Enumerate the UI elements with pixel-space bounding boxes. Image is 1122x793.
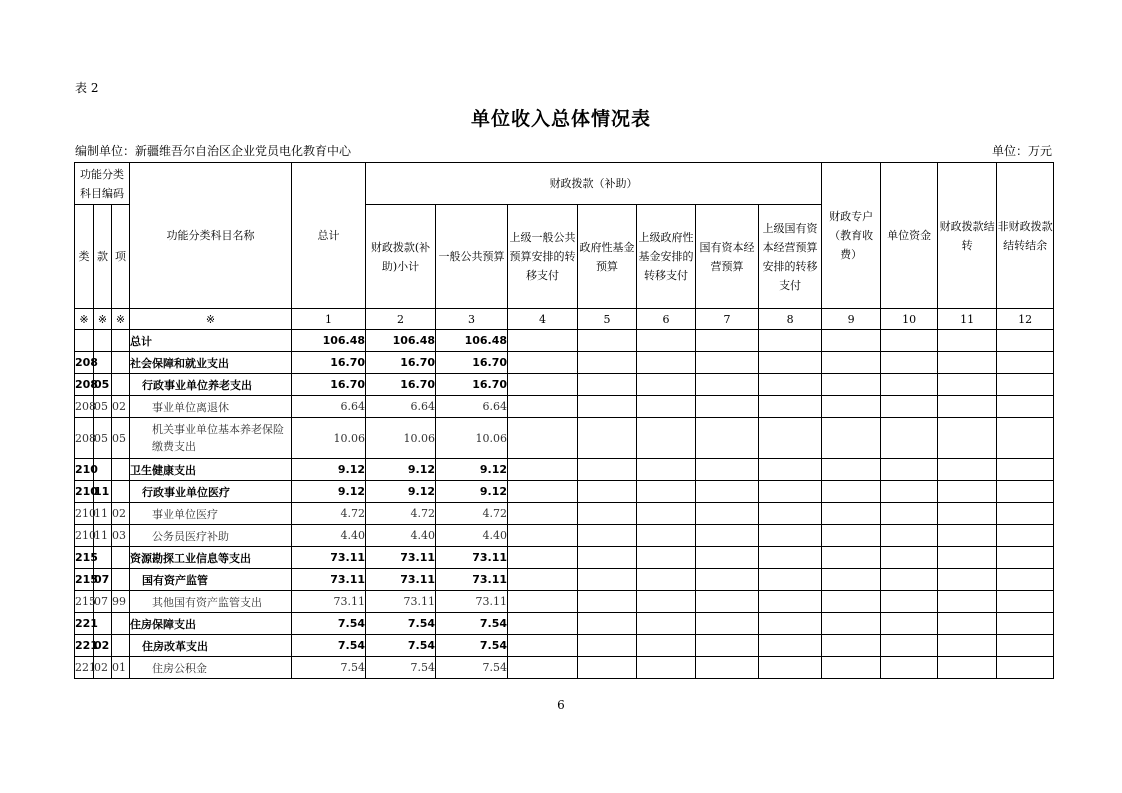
index-cell: 12 — [997, 309, 1054, 330]
subtotal-cell: 16.70 — [366, 352, 436, 374]
index-cell: ※ — [112, 309, 130, 330]
subtotal-cell: 7.54 — [366, 613, 436, 635]
name-cell: 事业单位离退休 — [130, 396, 292, 418]
name-cell: 社会保障和就业支出 — [130, 352, 292, 374]
index-cell: ※ — [94, 309, 112, 330]
index-cell: 11 — [938, 309, 997, 330]
header-func-code: 功能分类科目编码 — [75, 163, 130, 205]
index-cell: 8 — [759, 309, 822, 330]
header-special-account-edu: 财政专户（教育收费） — [822, 163, 881, 309]
lei-cell: 208 — [75, 352, 94, 374]
general-cell: 10.06 — [436, 418, 508, 459]
name-cell: 住房改革支出 — [130, 635, 292, 657]
table-row — [75, 481, 1054, 503]
header-state-capital-budget: 国有资本经营预算 — [696, 205, 759, 309]
lei-cell: 210 — [75, 459, 94, 481]
index-cell: ※ — [75, 309, 94, 330]
kuan-cell: 11 — [94, 481, 112, 503]
name-cell: 事业单位医疗 — [130, 503, 292, 525]
general-cell: 7.54 — [436, 613, 508, 635]
subtotal-cell: 7.54 — [366, 635, 436, 657]
lei-cell — [75, 330, 94, 352]
currency-unit: 单位：万元 — [991, 144, 1052, 158]
xiang-cell — [112, 635, 130, 657]
name-cell: 住房保障支出 — [130, 613, 292, 635]
total-cell: 4.40 — [292, 525, 366, 547]
total-cell: 16.70 — [292, 352, 366, 374]
index-cell: 5 — [578, 309, 637, 330]
header-kuan: 款 — [94, 205, 112, 309]
table-row — [75, 503, 1054, 525]
header-upper-state-capital-transfer: 上级国有资本经营预算安排的转移支付 — [759, 205, 822, 309]
xiang-cell — [112, 613, 130, 635]
name-cell: 总计 — [130, 330, 292, 352]
general-cell: 16.70 — [436, 352, 508, 374]
kuan-cell: 07 — [94, 591, 112, 613]
kuan-cell: 05 — [94, 374, 112, 396]
page-number: 6 — [557, 698, 565, 712]
subtotal-cell: 73.11 — [366, 569, 436, 591]
name-cell: 行政事业单位医疗 — [130, 481, 292, 503]
lei-cell: 210 — [75, 503, 94, 525]
lei-cell: 221 — [75, 657, 94, 679]
lei-cell: 208 — [75, 396, 94, 418]
header-unit-fund: 单位资金 — [881, 163, 938, 309]
kuan-cell: 02 — [94, 657, 112, 679]
name-cell: 国有资产监管 — [130, 569, 292, 591]
subtotal-cell: 9.12 — [366, 459, 436, 481]
total-cell: 9.12 — [292, 459, 366, 481]
subtotal-cell: 73.11 — [366, 547, 436, 569]
index-cell: 1 — [292, 309, 366, 330]
header-nonfiscal-carryover: 非财政拨款结转结余 — [997, 163, 1054, 309]
header-general-budget: 一般公共预算 — [436, 205, 508, 309]
general-cell: 16.70 — [436, 374, 508, 396]
xiang-cell: 01 — [112, 657, 130, 679]
header-func-name: 功能分类科目名称 — [130, 163, 292, 309]
name-cell: 行政事业单位养老支出 — [130, 374, 292, 396]
kuan-cell: 02 — [94, 635, 112, 657]
name-cell: 其他国有资产监管支出 — [130, 591, 292, 613]
header-gov-fund-budget: 政府性基金预算 — [578, 205, 637, 309]
subtotal-cell: 73.11 — [366, 591, 436, 613]
lei-cell: 208 — [75, 418, 94, 459]
table-row — [75, 569, 1054, 591]
table-row — [75, 374, 1054, 396]
xiang-cell: 99 — [112, 591, 130, 613]
general-cell: 7.54 — [436, 657, 508, 679]
name-cell: 机关事业单位基本养老保险缴费支出 — [130, 418, 292, 459]
table-row — [75, 635, 1054, 657]
table-number: 表 2 — [75, 81, 99, 95]
total-cell: 7.54 — [292, 635, 366, 657]
total-cell: 10.06 — [292, 418, 366, 459]
general-cell: 7.54 — [436, 635, 508, 657]
xiang-cell — [112, 330, 130, 352]
subtotal-cell: 4.40 — [366, 525, 436, 547]
name-cell: 公务员医疗补助 — [130, 525, 292, 547]
lei-cell: 210 — [75, 481, 94, 503]
index-cell: ※ — [130, 309, 292, 330]
total-cell: 9.12 — [292, 481, 366, 503]
header-upper-general-transfer: 上级一般公共预算安排的转移支付 — [508, 205, 578, 309]
income-summary-table — [74, 162, 1054, 679]
header-total: 总计 — [292, 163, 366, 309]
subtotal-cell: 6.64 — [366, 396, 436, 418]
header-lei: 类 — [75, 205, 94, 309]
xiang-cell — [112, 547, 130, 569]
xiang-cell — [112, 374, 130, 396]
header-fiscal-subtotal: 财政拨款(补助)小计 — [366, 205, 436, 309]
general-cell: 9.12 — [436, 481, 508, 503]
subtotal-cell: 10.06 — [366, 418, 436, 459]
page-title: 单位收入总体情况表 — [470, 108, 651, 130]
total-cell: 4.72 — [292, 503, 366, 525]
table-row — [75, 591, 1054, 613]
lei-cell: 215 — [75, 591, 94, 613]
kuan-cell: 11 — [94, 525, 112, 547]
table-row — [75, 330, 1054, 352]
total-cell: 7.54 — [292, 657, 366, 679]
total-cell: 6.64 — [292, 396, 366, 418]
index-cell: 3 — [436, 309, 508, 330]
index-cell: 2 — [366, 309, 436, 330]
index-cell: 10 — [881, 309, 938, 330]
xiang-cell — [112, 481, 130, 503]
header-xiang: 项 — [112, 205, 130, 309]
index-cell: 6 — [637, 309, 696, 330]
xiang-cell: 03 — [112, 525, 130, 547]
xiang-cell — [112, 459, 130, 481]
kuan-cell — [94, 330, 112, 352]
table-row — [75, 352, 1054, 374]
general-cell: 73.11 — [436, 547, 508, 569]
total-cell: 7.54 — [292, 613, 366, 635]
general-cell: 6.64 — [436, 396, 508, 418]
general-cell: 4.72 — [436, 503, 508, 525]
subtotal-cell: 16.70 — [366, 374, 436, 396]
table-row — [75, 547, 1054, 569]
table-row — [75, 418, 1054, 459]
lei-cell: 221 — [75, 613, 94, 635]
name-cell: 住房公积金 — [130, 657, 292, 679]
lei-cell: 221 — [75, 635, 94, 657]
table-row — [75, 525, 1054, 547]
table-row — [75, 657, 1054, 679]
name-cell: 卫生健康支出 — [130, 459, 292, 481]
index-cell: 4 — [508, 309, 578, 330]
index-cell: 7 — [696, 309, 759, 330]
lei-cell: 215 — [75, 547, 94, 569]
name-cell: 资源勘探工业信息等支出 — [130, 547, 292, 569]
kuan-cell: 11 — [94, 503, 112, 525]
xiang-cell: 02 — [112, 503, 130, 525]
xiang-cell: 02 — [112, 396, 130, 418]
index-cell: 9 — [822, 309, 881, 330]
general-cell: 106.48 — [436, 330, 508, 352]
total-cell: 16.70 — [292, 374, 366, 396]
total-cell: 73.11 — [292, 569, 366, 591]
total-cell: 106.48 — [292, 330, 366, 352]
lei-cell: 210 — [75, 525, 94, 547]
kuan-cell: 05 — [94, 418, 112, 459]
general-cell: 9.12 — [436, 459, 508, 481]
subtotal-cell: 7.54 — [366, 657, 436, 679]
xiang-cell — [112, 569, 130, 591]
xiang-cell — [112, 352, 130, 374]
xiang-cell: 05 — [112, 418, 130, 459]
table-row — [75, 459, 1054, 481]
general-cell: 73.11 — [436, 569, 508, 591]
header-fiscal-grant: 财政拨款（补助） — [366, 163, 822, 205]
header-fiscal-carryover: 财政拨款结转 — [938, 163, 997, 309]
table-row — [75, 396, 1054, 418]
table-row — [75, 613, 1054, 635]
subtotal-cell: 4.72 — [366, 503, 436, 525]
lei-cell: 208 — [75, 374, 94, 396]
total-cell: 73.11 — [292, 547, 366, 569]
total-cell: 73.11 — [292, 591, 366, 613]
kuan-cell: 05 — [94, 396, 112, 418]
kuan-cell: 07 — [94, 569, 112, 591]
subtotal-cell: 9.12 — [366, 481, 436, 503]
general-cell: 73.11 — [436, 591, 508, 613]
header-upper-gov-fund-transfer: 上级政府性基金安排的转移支付 — [637, 205, 696, 309]
subtotal-cell: 106.48 — [366, 330, 436, 352]
lei-cell: 215 — [75, 569, 94, 591]
general-cell: 4.40 — [436, 525, 508, 547]
compiling-unit: 编制单位：新疆维吾尔自治区企业党员电化教育中心 — [75, 144, 352, 158]
